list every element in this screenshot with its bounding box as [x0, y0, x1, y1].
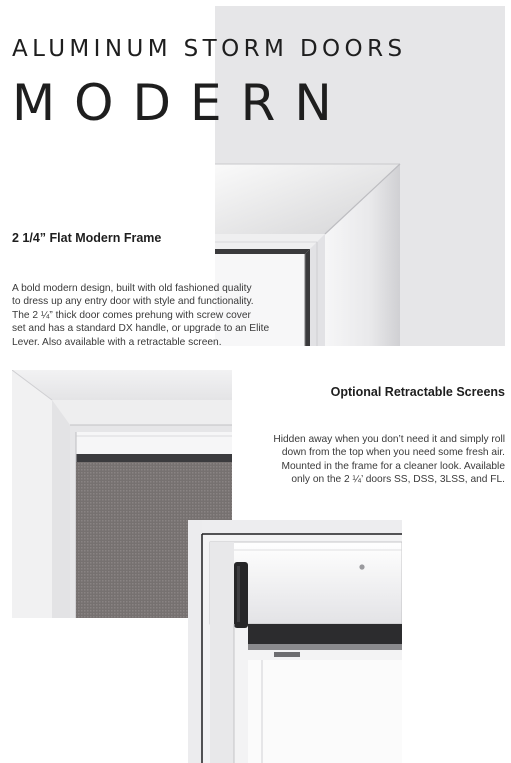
description-line: down from the top when you need some fresh air.	[281, 447, 505, 459]
screens-section-heading: Optional Retractable Screens	[330, 385, 505, 399]
page-subtitle: ALUMINUM STORM DOORS	[12, 36, 407, 62]
description-line: A bold modern design, built with old fashioned quality	[12, 283, 252, 294]
description-line: only on the 2 ¼’ doors SS, DSS, 3LSS, and FL.	[291, 474, 505, 486]
description-line: Mounted in the frame for a cleaner look. Available	[281, 460, 505, 472]
description-line: Lever. Also available with a retractable screen.	[12, 336, 222, 348]
description-line: to dress up any entry door with style and functionality.	[12, 296, 254, 308]
frame-section-description	[12, 282, 304, 349]
description-line: set and has a standard DX handle, or upgrade to an Elite	[12, 323, 270, 335]
frame-section-heading: 2 1/4” Flat Modern Frame	[12, 231, 162, 245]
screens-section-description	[254, 433, 505, 487]
retractable-screen-housing-photo	[188, 520, 402, 763]
description-line: Hidden away when you don’t need it and simply roll	[273, 434, 505, 445]
description-line: The 2 ¼” thick door comes prehung with screw cover	[12, 309, 251, 321]
page-title: MODERN	[12, 74, 351, 132]
